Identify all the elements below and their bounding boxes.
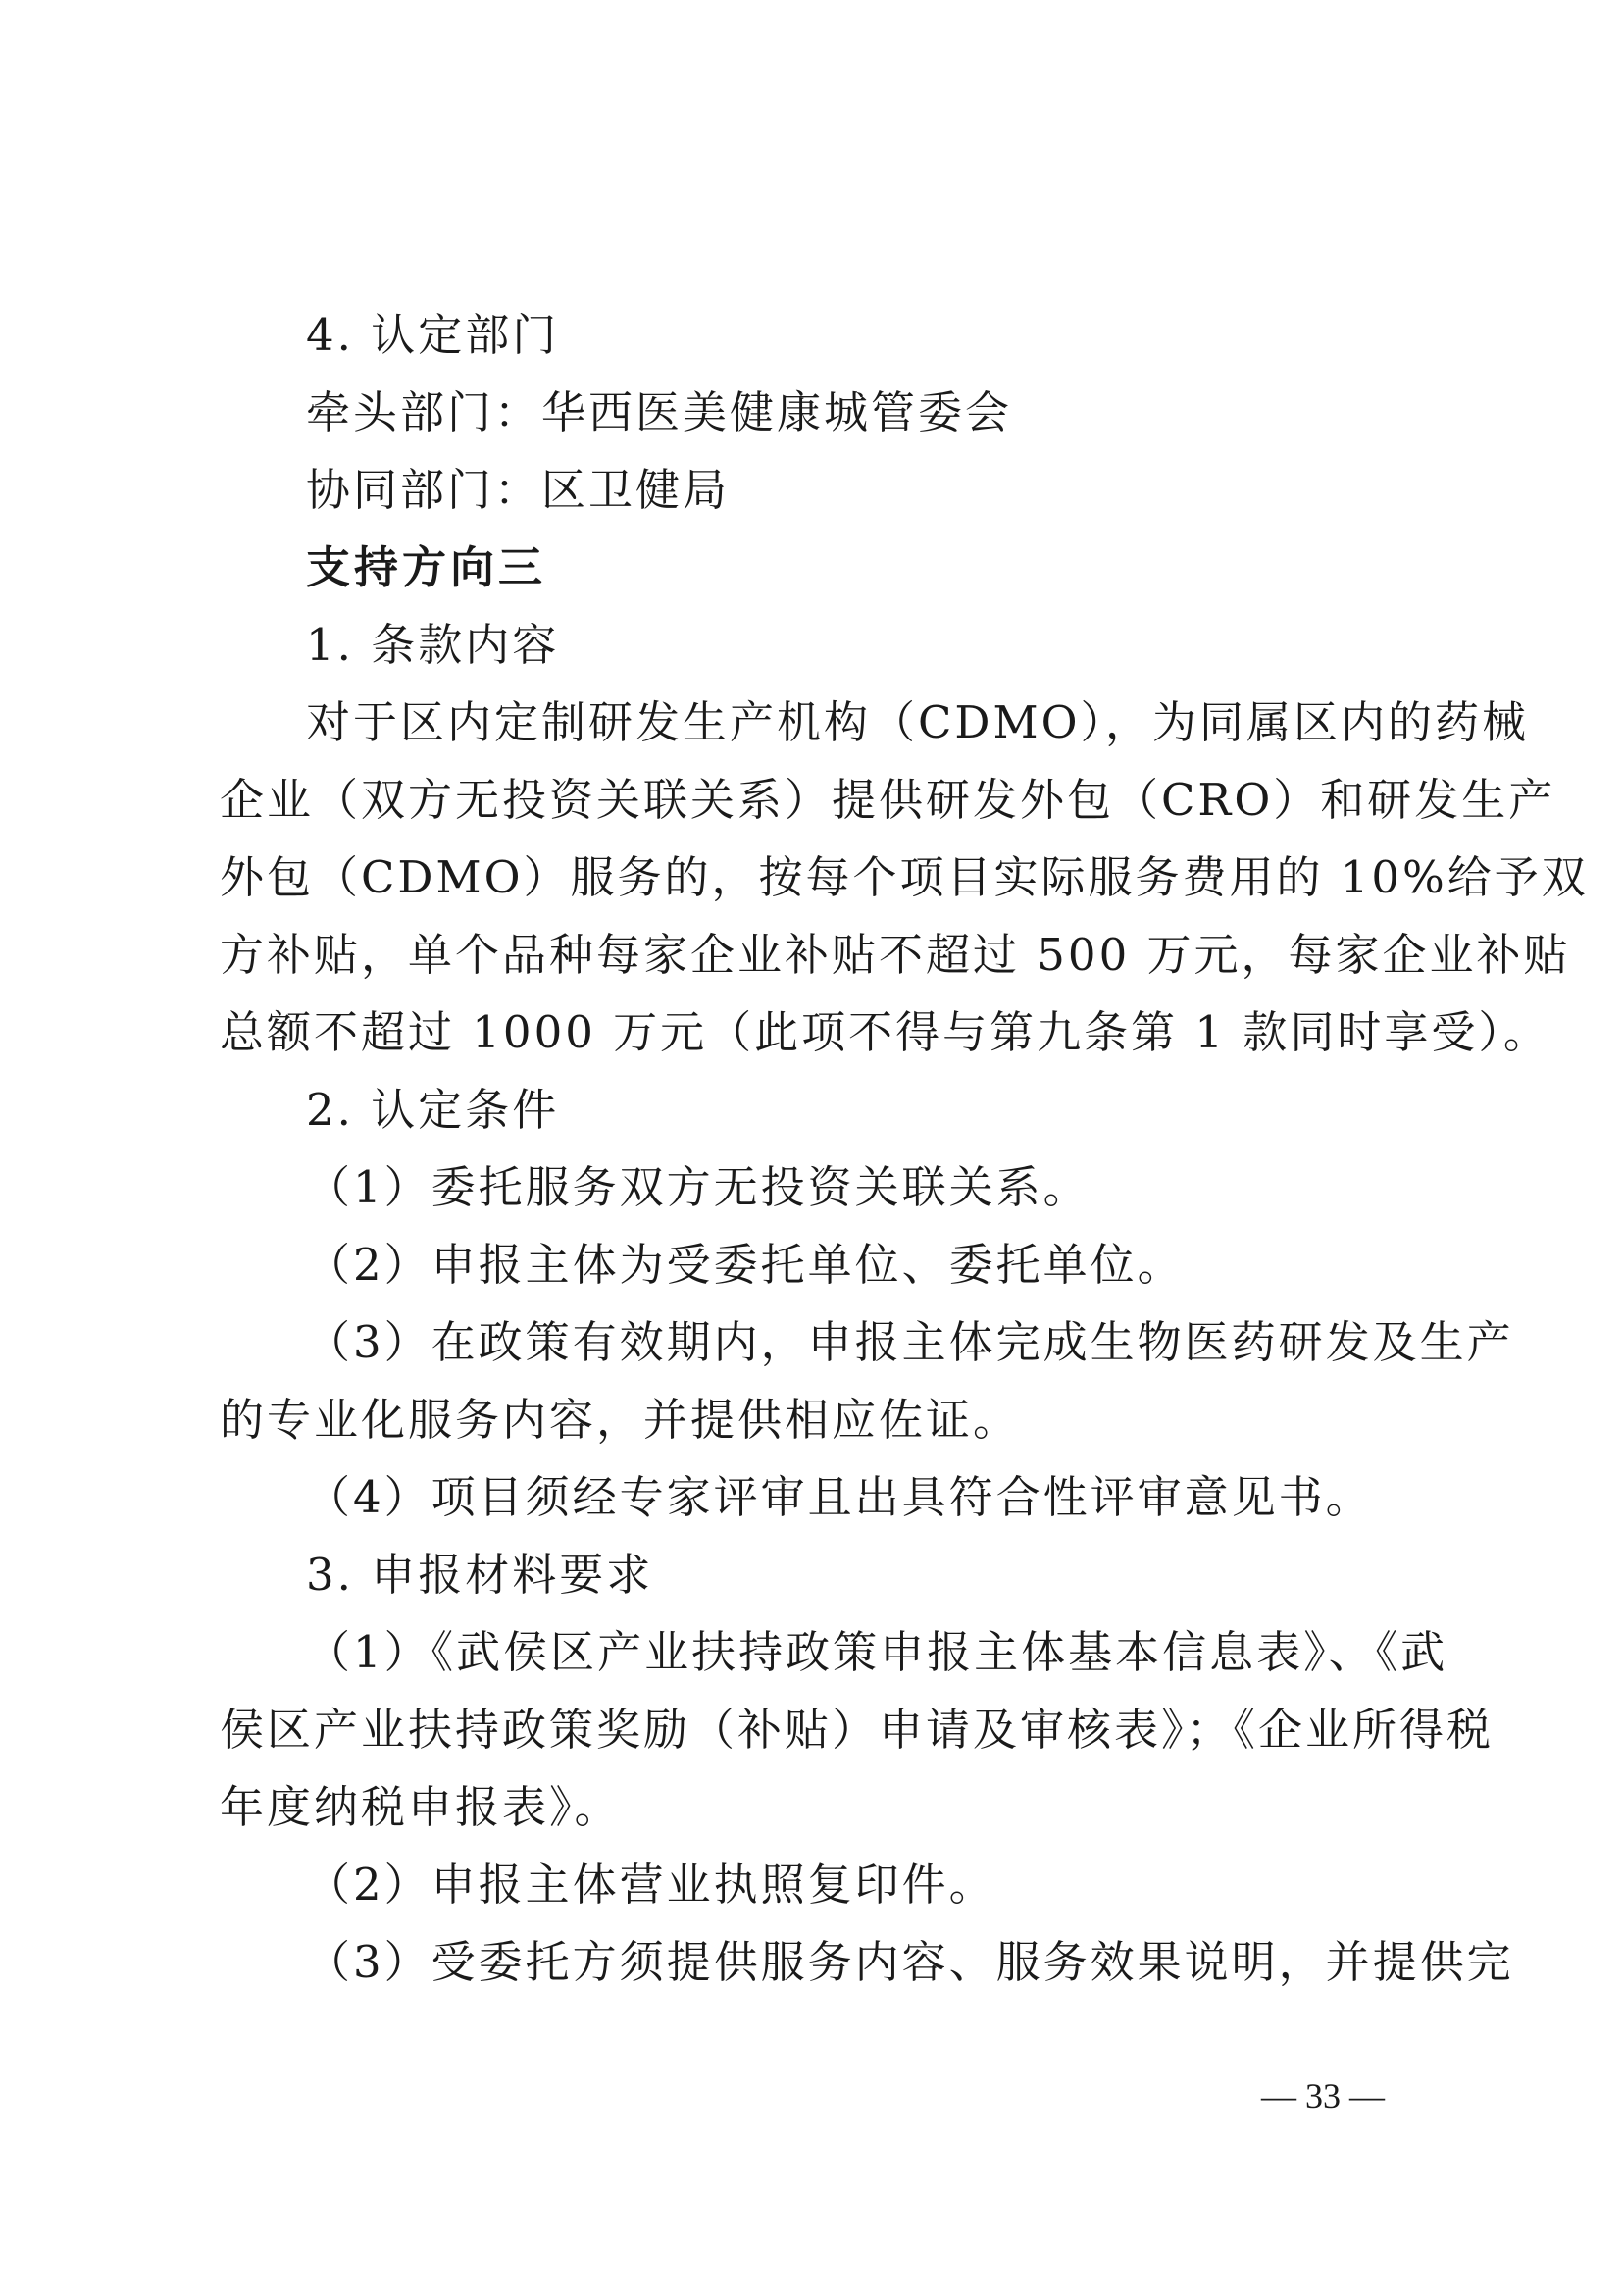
clause-paragraph-line-2: 企业（双方无投资关联关系）提供研发外包（CRO）和研发生产: [220, 774, 1556, 826]
clause-paragraph-line-3: 外包（CDMO）服务的，按每个项目实际服务费用的 10%给予双: [220, 851, 1589, 903]
material-item-3-line-1: （3）受委托方须提供服务内容、服务效果说明，并提供完: [306, 1936, 1514, 1988]
section-heading-recognition-department: 4. 认定部门: [306, 309, 560, 361]
material-item-2: （2）申报主体营业执照复印件。: [306, 1859, 996, 1911]
clause-content-heading: 1. 条款内容: [306, 619, 560, 671]
condition-item-4: （4）项目须经专家评审且出具符合性评审意见书。: [306, 1471, 1373, 1523]
material-item-1-line-3: 年度纳税申报表》。: [220, 1781, 622, 1833]
clause-paragraph-line-4: 方补贴，单个品种每家企业补贴不超过 500 万元，每家企业补贴: [220, 929, 1571, 981]
condition-item-3-line-2: 的专业化服务内容，并提供相应佐证。: [220, 1394, 1021, 1446]
condition-item-3-line-1: （3）在政策有效期内，申报主体完成生物医药研发及生产: [306, 1316, 1514, 1368]
clause-paragraph-line-5: 总额不超过 1000 万元（此项不得与第九条第 1 款同时享受）。: [220, 1006, 1550, 1058]
condition-item-2: （2）申报主体为受委托单位、委托单位。: [306, 1239, 1185, 1291]
cooperating-department-line: 协同部门：区卫健局: [306, 464, 731, 516]
support-direction-three-heading: 支持方向三: [306, 541, 547, 593]
page-number: — 33 —: [1261, 2076, 1385, 2116]
material-item-1-line-1: （1）《武侯区产业扶持政策申报主体基本信息表》、《武: [306, 1626, 1448, 1678]
clause-paragraph-line-1: 对于区内定制研发生产机构（CDMO），为同属区内的药械: [306, 696, 1529, 748]
material-item-1-line-2: 侯区产业扶持政策奖励（补贴）申请及审核表》；《企业所得税: [220, 1704, 1495, 1756]
recognition-conditions-heading: 2. 认定条件: [306, 1084, 560, 1136]
condition-item-1: （1）委托服务双方无投资关联关系。: [306, 1161, 1091, 1213]
materials-requirements-heading: 3. 申报材料要求: [306, 1549, 654, 1601]
lead-department-line: 牵头部门：华西医美健康城管委会: [306, 386, 1013, 438]
